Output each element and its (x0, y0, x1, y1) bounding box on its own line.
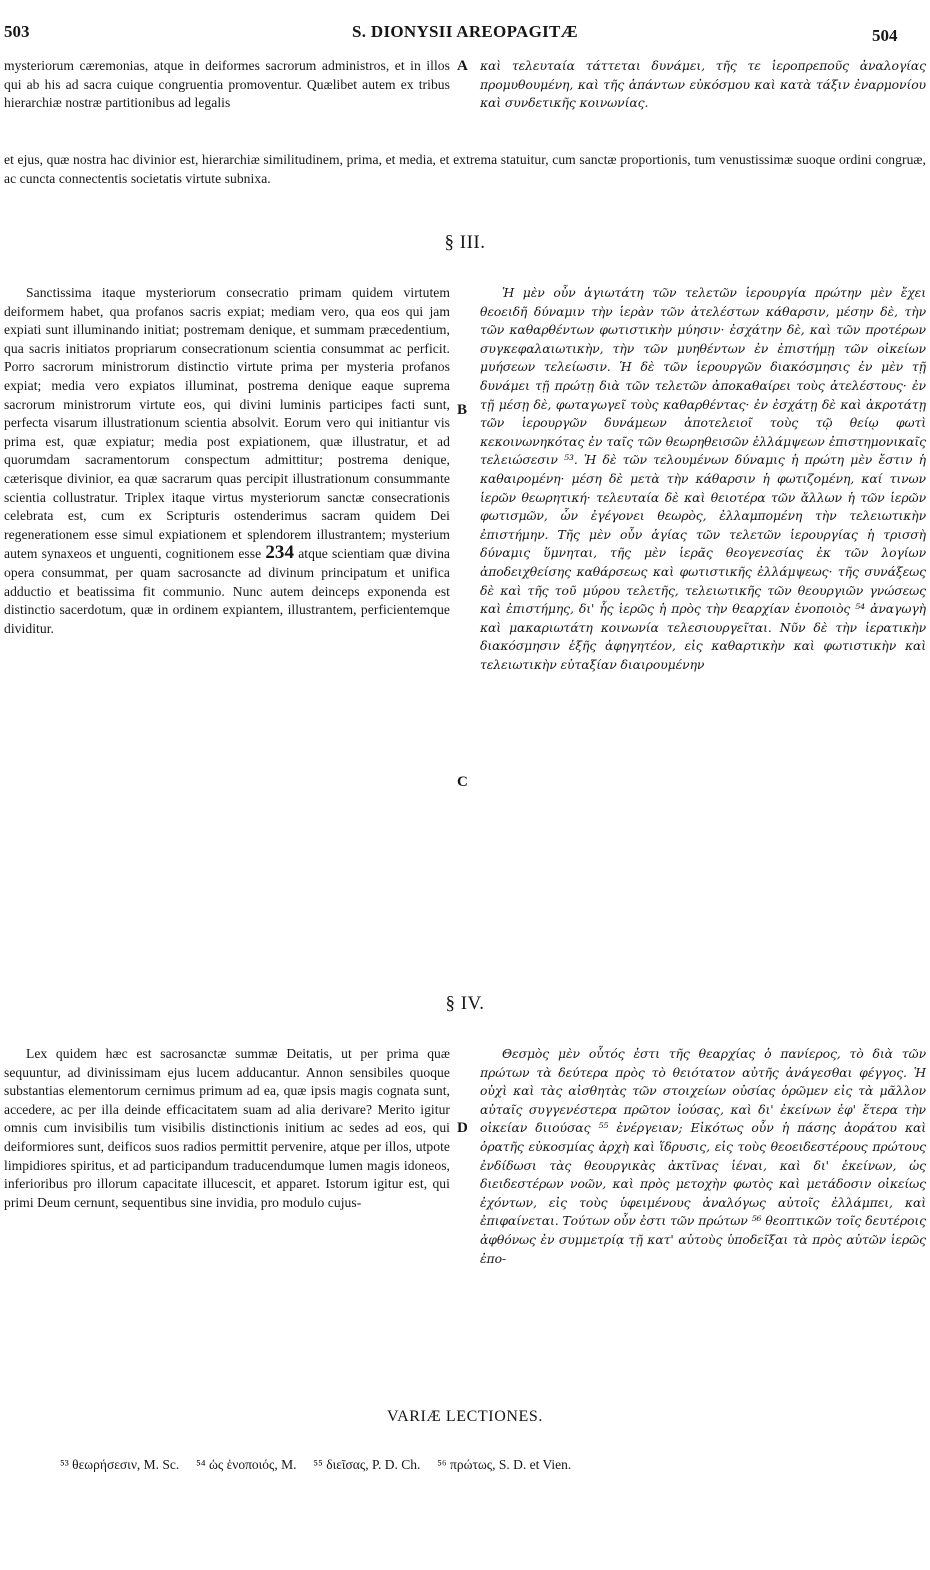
collection-page-number: 234 (265, 542, 295, 564)
variant-note-56: ⁵⁶ πρώτως, S. D. et Vien. (437, 1457, 572, 1472)
latin-text-iii-part-2: atque scientiam quæ divina opera consummat, per quam sacrosancte ad divinum principatum et unifica adductio et beatissima fit communio. Nunc autem deinceps exponenda est distinctio sacerdotum, quæ in ordinem expiantem, illustrantem, perficientemque dividitur. (4, 546, 451, 636)
latin-text-iv: Lex quidem hæc est sacrosanctæ summæ Deitatis, ut per prima quæ sequuntur, ad divinissimam ejus lucem adducantur. Annon sensibiles quoque substantias elementorum cernimus primum ad ea, quæ ipsis magis cognata sunt, accedere, ac per illa deinde efficacitatem suam ad alia derivare? Merito igitur omnis cum invisibilis tum visibilis distinctionis initium ac sedes ad eos, qui deiformiores sunt, deificos suos radios permittit pervenire, atque per illos, utpote limpidiores spiritus, et ad participandum traducendumque lumen magis idoneos, inferioribus pro illorum capacitate illucescit, et apparet. Istorum igitur est, qui primi Deum cernunt, sequentibus sine invidia, pro modulo cujus- (4, 1046, 450, 1210)
greek-column-section-iv (480, 1045, 926, 1268)
right-page-number: 504 (872, 26, 898, 45)
margin-marker-c: C (457, 774, 468, 790)
latin-text-iii-part-1: Sanctissima itaque mysteriorum consecratio primam quidem virtutem deiformem habet, qua profanos sacris expiat; mediam vero, qua eos qui jam expiati sunt illuminando initiat; postremam denique, et summam præcedentium, qua sacris initiatos propriarum consecrationum scientia consummat ac perficit. Porro sacrorum ministrorum distinctio virtute prima per mysteria profanos expiat; media vero expiatos illuminat, postrema denique eaque suprema sacrorum ministrorum virtute eos, qui divini luminis participes facti sunt, perfecta visarum illustrationum scientia absolvit. Eorum vero qui initiantur vis prima est, quæ expiatur; media post expiationem, quæ illustratur, et ad quorumdam sacramentorum conspectum admittitur; postrema denique, cæterisque divinior, ea quæ sacrarum quas percipit illustrationum consummante scientia collustratur. Triplex itaque virtus mysteriorum sanctæ consecrationis celebrata est, cum ex Scripturis ostenderimus sacram quidem Dei regenerationem esse simul expiationem et splendorem illustrantem; mysterium autem synaxeos et unguenti, cognitionem esse (4, 285, 450, 562)
section-heading-iv: § IV. (445, 993, 485, 1014)
latin-column-intro: mysteriorum cæremonias, atque in deiformes sacrorum administros, et in illos qui ab his ad sacra cuique congruentia promoventur. Quælibet autem ex tribus hierarchiæ nostræ partitionibus ad legalis (4, 58, 450, 111)
margin-marker-a: A (457, 58, 468, 74)
variae-lectiones-heading: VARIÆ LECTIONES. (387, 1408, 543, 1425)
greek-text-iv: Θεσμὸς μὲν οὗτός ἐστι τῆς θεαρχίας ὁ πανίερος, τὸ διὰ τῶν πρώτων τὰ δεύτερα πρὸς τὸ θειότατον αὐτῆς ἀνάγεσθαι φέγγος. Ἡ οὐχὶ καὶ τὰς αἰσθητὰς τῶν στοιχείων οὐσίας ὁρῶμεν εἰς τὰ μᾶλλον αὐταῖς συγγενέστερα πρῶτον ἰούσας, καὶ δι' ἐκείνων ἐφ' ἕτερα τὴν οἰκείαν διιούσας ⁵⁵ ἐνέργειαν; Εἰκότως οὖν ἡ πάσης ἀοράτου καὶ ὁρατῆς εὐκοσμίας ἀρχὴ καὶ ἵδρυσις, εἰς τοὺς θεοειδεστέρους πρώτους ἐνδίδωσι τὰς θεουργικὰς ἀκτῖνας ἰέναι, καὶ δι' ἐκείνων, ὡς διειδεστέρων νοῶν, καὶ πρὸς μετοχὴν φωτὸς καὶ μετάδοσιν οἰκείως ἐχόντων, εἰς τοὺς ὑφειμένους ἀναλόγως αὐτοῖς ἐλλάμπει, καὶ ἐπιφαίνεται. Τούτων οὖν ἐστι τῶν πρώτων ⁵⁶ θεοπτικῶν τοῖς δευτέροις ἀφθόνως ἐν συμμετρίᾳ τῇ κατ' αὐτοὺς ὑποδεῖξαι τὰ πρὸς αὐτῶν ἱερῶς ἐπο- (480, 1046, 926, 1266)
latin-column-section-iii (4, 284, 450, 638)
greek-column-intro: καὶ τελευταία τάττεται δυνάμει, τῆς τε ἱεροπρεποῦς ἀναλογίας προμυθουμένη, καὶ τῆς ἁπάντων εὐκόσμου καὶ κατὰ τάξιν ἐναρμονίου καὶ συνδετικῆς κοινωνίας. (480, 58, 926, 111)
latin-column-section-iv (4, 1045, 450, 1212)
intro-full-width-text: et ejus, quæ nostra hac divinior est, hierarchiæ similitudinem, prima, et media, et extrema statuitur, cum sanctæ proportionis, tum venustissimæ suoque ordini congruæ, ac cuncta connectentis societatis virtute subnixa. (4, 152, 926, 186)
variant-note-54: ⁵⁴ ὡς ἑνοποιός, M. (196, 1457, 297, 1472)
margin-marker-b: B (457, 402, 468, 418)
variant-readings-line (60, 1457, 571, 1473)
variant-note-53: ⁵³ θεωρήσεσιν, M. Sc. (60, 1457, 180, 1472)
greek-column-section-iii (480, 284, 926, 674)
variant-note-55: ⁵⁵ διεῖσας, P. D. Ch. (313, 1457, 421, 1472)
running-title: S. DIONYSII AREOPAGITÆ (352, 22, 578, 41)
margin-marker-d: D (457, 1120, 468, 1136)
greek-text-iii: Ἡ μὲν οὖν ἁγιωτάτη τῶν τελετῶν ἱερουργία πρώτην μὲν ἔχει θεοειδῆ δύναμιν τὴν ἱερὰν τῶν ἀτελέστων κάθαρσιν, μέσην δὲ, τὴν τῶν καθαρθέντων φωτιστικὴν μύησιν· ἐσχάτην δὲ, καὶ τῶν προτέρων συγκεφαλαιωτικὴν, τὴν τῶν μυηθέντων ἐν ἐπιστήμῃ τῶν οἰκείων μυήσεων τελείωσιν. Ἡ δὲ τῶν ἱερουργῶν διακόσμησις ἐν μὲν τῇ δυνάμει τῇ πρώτῃ διὰ τῶν τελετῶν ἀποκαθαίρει τοὺς ἀτελέστους· ἐν τῇ μέσῃ δὲ, φωταγωγεῖ τοὺς καθαρθέντας· ἐν ἐσχάτῃ δὲ καὶ ἀκροτάτῃ τῶν ἱερουργῶν δυνάμεων ἀποτελειοῖ τοὺς τῷ θείῳ φωτὶ κεκοινωνηκότας ἐν ταῖς τῶν θεωρηθεισῶν ἐλλάμψεων ἐπιστημονικαῖς τελειώσεσιν ⁵³. Ἡ δὲ τῶν τελουμένων δύναμις ἡ πρώτη μὲν ἔστιν ἡ καθαιρομένη· μέση δὲ μετὰ τὴν κάθαρσιν ἡ φωτιζομένη, καί τινων ἱερῶν θεωρητική· τελευταία δὲ καὶ θειοτέρα τῶν ἄλλων ἡ τῶν ἱερῶν φωτισμῶν, ὧν ἐγέγονει θεωρὸς, ἐλλαμπομένη τὴν τελειωτικὴν ἐπιστήμην. Τῆς μὲν οὖν ἁγίας τῶν τελετῶν ἱερουργίας ἡ τρισσὴ δύναμις ὕμνηται, τῆς μὲν ἱερᾶς θεογενεσίας ἐκ τῶν λογίων ἀποδειχθείσης καθάρσεως καὶ φωτιστικῆς ἐλλάμψεως· τῆς συνάξεως δὲ καὶ τῆς τοῦ μύρου τελετῆς, τελειωτικῆς τῶν θεουργιῶν γνώσεως καὶ ἐπιστήμης, δι' ἧς ἱερῶς ἡ πρὸς τὴν θεαρχίαν ἑνοποιὸς ⁵⁴ ἀναγωγὴ καὶ μακαριωτάτη κοινωνία τελεσιουργεῖται. Νῦν δὲ τὴν ἱερατικὴν διακόσμησιν ἑξῆς ἀφηγητέον, εἰς καθαρτικὴν καὶ φωτιστικὴν καὶ τελειωτικὴν εὐταξίαν διαιρουμένην (480, 285, 926, 672)
section-heading-iii: § III. (444, 232, 486, 253)
left-page-number: 503 (4, 22, 30, 41)
